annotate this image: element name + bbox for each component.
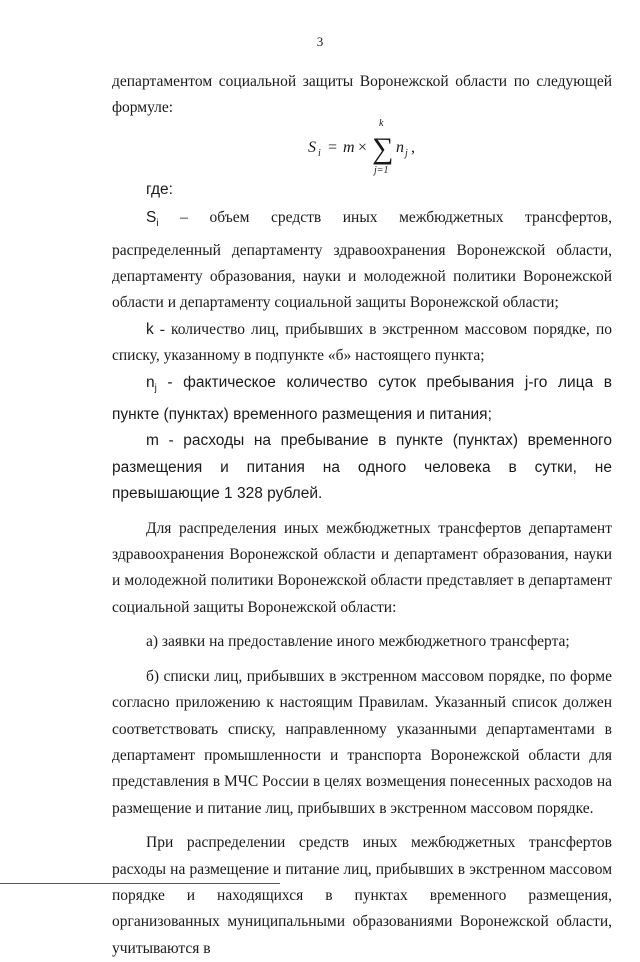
- intro-text: [112, 69, 612, 122]
- formula-sigma: ∑: [372, 132, 394, 165]
- formula-term-sub: j: [405, 148, 408, 159]
- definition-symbol: S: [146, 209, 157, 226]
- formula-sum-upper: k: [379, 118, 384, 129]
- definition-symbol-sub: j: [154, 382, 157, 394]
- definition-m: [112, 428, 612, 507]
- footnote-separator: [0, 883, 280, 884]
- formula-equals: =: [328, 139, 338, 156]
- formula-trail: ,: [411, 139, 415, 156]
- where-label: где:: [146, 181, 173, 198]
- formula-lhs: S: [308, 139, 316, 156]
- list-item-b: б) списки лиц, прибывших в экстренном массовом порядке, по форме согласно приложению к настоящим Правилам. Указанный список должен соответствовать списку, направленному указанными департаментами в департамент промышленности и транспорта Воронежской области для представления в МЧС России в целях возмещения понесенных расходов на размещение и питание лиц, прибывших в экстренном массовом порядке.: [112, 667, 612, 817]
- definition-si: [112, 205, 612, 317]
- paragraph-distribution: Для распределения иных межбюджетных трансфертов департамент здравоохранения Воронежской области и департамент образования, науки и молодежной политики Воронежской области представляет в департамент социальной защиты Воронежской области:: [112, 519, 612, 616]
- list-item-a: а) заявки на предоставление иного межбюджетного трансферта;: [146, 633, 570, 651]
- paragraph-final: При распределении средств иных межбюджетных трансфертов расходы на размещение и питание лиц, прибывших в экстренном массовом порядке и находящихся в пунктах временного размещения, организованных муниципальными образованиями Воронежской области, учитываются в: [112, 834, 612, 957]
- definition-symbol: n: [146, 373, 155, 391]
- formula-times: ×: [358, 139, 368, 156]
- definition-text: - расходы на пребывание в пункте (пунктах) временного размещения и питания на одного человека в сутки, не превышающие 1 328 рублей.: [112, 432, 612, 503]
- intro-line-2: формуле:: [112, 99, 174, 117]
- formula-sum-lower: j=1: [374, 165, 389, 176]
- definition-text: - фактическое количество суток пребывания j-го лица в пункте (пунктах) временного размещения и питания;: [112, 373, 612, 424]
- formula-term: n: [396, 139, 404, 156]
- definition-nj: [112, 370, 612, 429]
- formula: [300, 116, 430, 186]
- definition-symbol: k: [146, 320, 154, 338]
- formula-m: m: [343, 139, 355, 156]
- page-number: 3: [316, 34, 324, 49]
- definition-symbol: m: [146, 432, 159, 450]
- definition-text: - количество лиц, прибывших в экстренном массовом порядке, по списку, указанному в подпункте «б» настоящего пункта;: [112, 320, 612, 365]
- definition-symbol-sub: i: [156, 218, 159, 230]
- definition-text: – объем средств иных межбюджетных трансфертов, распределенный департаменту здравоохранения Воронежской области, департаменту образования, науки и молодежной политики Воронежской области и департаменту социальной защиты Воронежской области;: [112, 209, 612, 312]
- formula-lhs-sub: i: [318, 148, 321, 159]
- definition-k: [112, 317, 612, 370]
- body-text: [112, 205, 612, 962]
- intro-line-1: департаментом социальной защиты Воронежской области по следующей: [112, 73, 612, 90]
